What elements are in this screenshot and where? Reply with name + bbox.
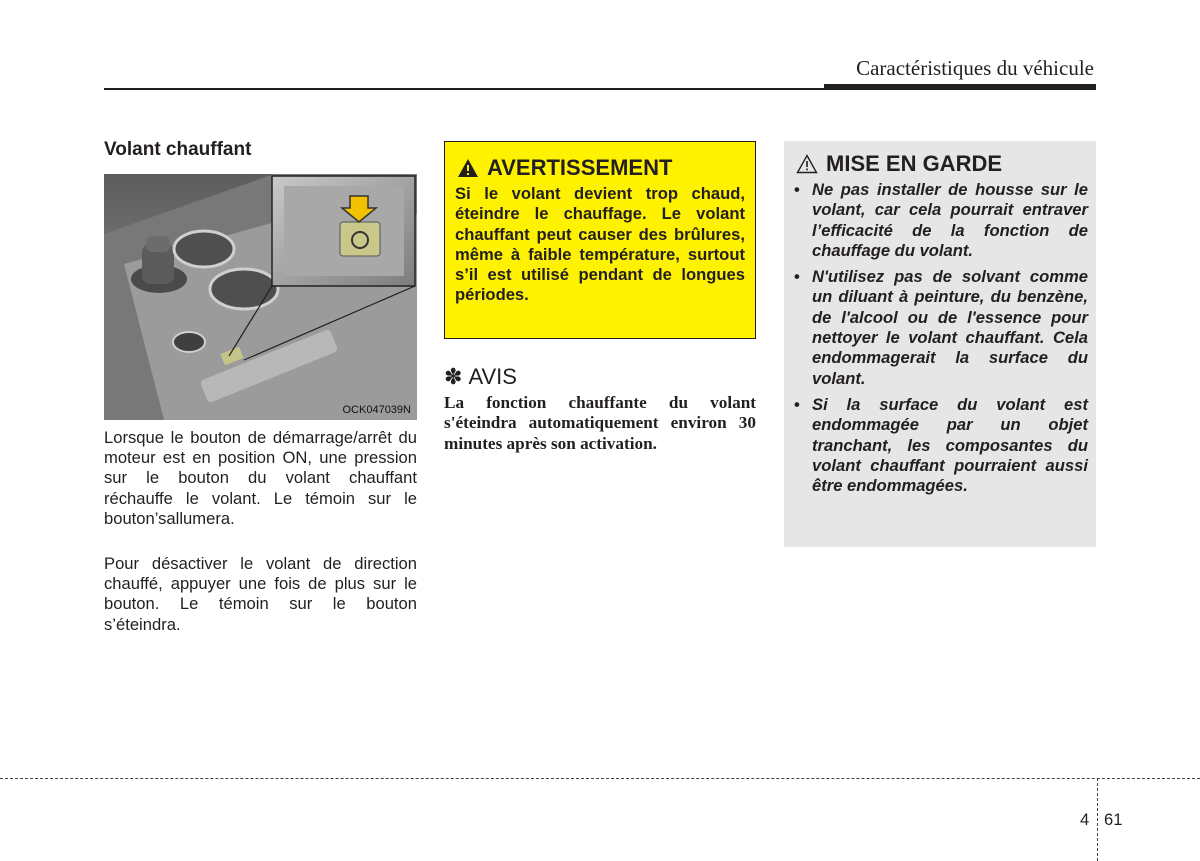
list-item [792,395,1088,496]
caution-list [792,180,1088,502]
warning-title: AVERTISSEMENT [487,155,673,180]
footer-rule [0,778,1200,779]
notice-title: AVIS [468,364,517,389]
footer-divider [1097,778,1098,861]
warning-heading [457,155,672,181]
caution-item-text: Ne pas installer de housse sur le volant, car cela pourrait entraver l’efficacité de la fonction de chauffage du volant. [812,180,1088,260]
list-item [792,180,1088,261]
caution-item-text: Si la surface du volant est endommagée par un objet tranchant, les composantes du volant chauffant pourraient aussi être endommagées. [812,394,1088,496]
caution-heading [796,151,1002,177]
chapter-number: 4 [1080,810,1090,829]
caution-title: MISE EN GARDE [826,151,1003,176]
paragraph: Lorsque le bouton de démarrage/arrêt du moteur est en position ON, une pression sur le bouton du volant chauffant réchauffe le volant. Le témoin sur le bouton’sallumera. [104,428,417,528]
console-photo [104,174,417,420]
notice-symbol: ✽ [444,364,463,389]
header-rule-accent [824,84,1096,90]
image-code: OCK047039N [342,404,411,416]
bullet: • [794,394,800,414]
console-illustration [104,174,417,420]
caution-triangle-icon [796,154,818,174]
bullet: • [794,267,800,287]
caution-box [784,141,1096,547]
warning-box [444,141,756,339]
page-number: 61 [1104,810,1123,829]
notice-heading [444,364,517,390]
running-header: Caractéristiques du véhicule [856,56,1094,80]
warning-triangle-icon [457,158,479,178]
caution-item-text: N'utilisez pas de solvant comme un diluant à peinture, du benzène, de l'alcool ou de l'essence pour nettoyer le volant chauffant. Cela endommagerait la surface du volant. [812,267,1088,388]
bullet: • [794,180,800,199]
warning-text: Si le volant devient trop chaud, éteindre le chauffage. Le volant chauffant peut causer des brûlures, même à faible température, surtout s’il est utilisé pendant de longues périodes. [455,184,745,305]
paragraph: Pour désactiver le volant de direction chauffé, appuyer une fois de plus sur le bouton. Le témoin sur le bouton s’éteindra. [104,554,417,634]
notice-text: La fonction chauffante du volant s'éteindra automatiquement environ 30 minutes après son activation. [444,393,756,453]
list-item [792,267,1088,389]
section-title: Volant chauffant [104,139,252,160]
